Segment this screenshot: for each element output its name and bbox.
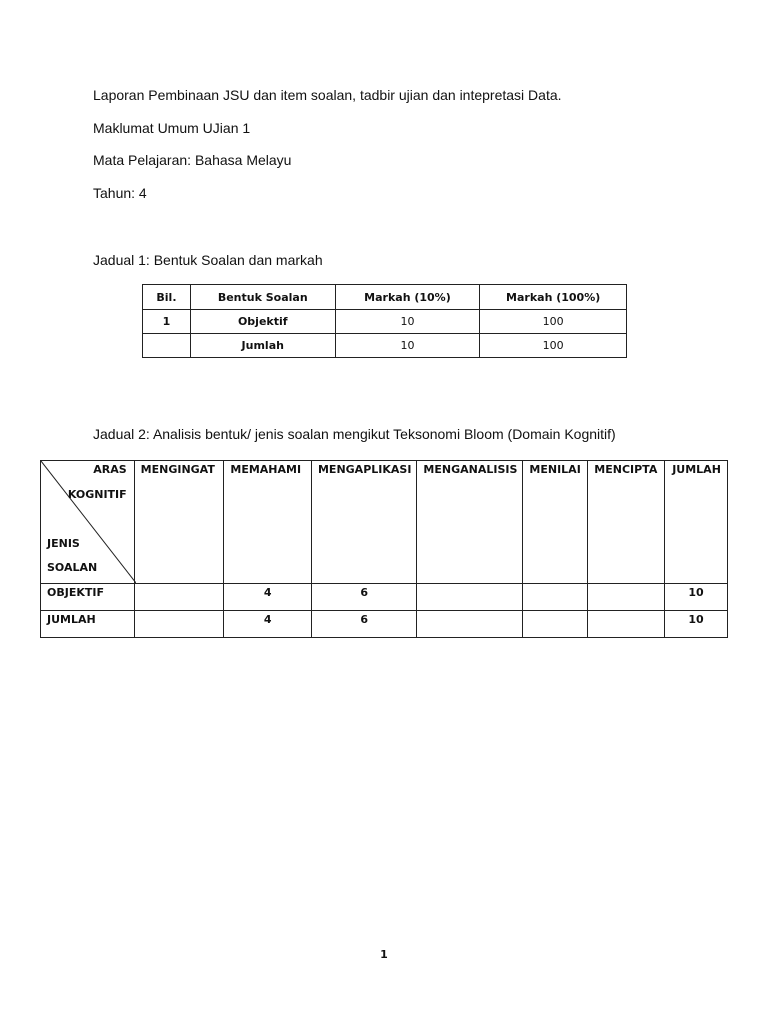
table-cell: Jumlah [190, 334, 335, 358]
table-cell: 100 [480, 334, 627, 358]
row-label-jumlah: JUMLAH [41, 611, 135, 638]
table-cell: 10 [335, 334, 480, 358]
col-header-bil: Bil. [143, 285, 191, 310]
page-number: 1 [380, 948, 388, 961]
table-cell [143, 334, 191, 358]
table-cell: 6 [311, 584, 416, 611]
col-header-mengingat: MENGINGAT [134, 461, 224, 584]
table-cell [523, 584, 588, 611]
table2-caption: Jadual 2: Analisis bentuk/ jenis soalan mengikut Teksonomi Bloom (Domain Kognitif) [93, 426, 616, 442]
table-cell [134, 584, 224, 611]
table-row [41, 611, 728, 638]
corner-label-aras: ARAS [93, 463, 127, 476]
table-cell [588, 611, 665, 638]
table-cell: 6 [311, 611, 416, 638]
table-cell: 1 [143, 310, 191, 334]
table-cell: 10 [665, 611, 728, 638]
table-row [41, 584, 728, 611]
question-marks-table [142, 284, 627, 358]
exam-info: Maklumat Umum UJian 1 [93, 120, 251, 136]
table1-caption: Jadual 1: Bentuk Soalan dan markah [93, 252, 323, 268]
col-header-bentuk-soalan: Bentuk Soalan [190, 285, 335, 310]
table-cell [417, 584, 523, 611]
col-header-menganalisis: MENGANALISIS [417, 461, 523, 584]
table-cell: 10 [665, 584, 728, 611]
subject-line: Mata Pelajaran: Bahasa Melayu [93, 152, 292, 168]
table-cell [417, 611, 523, 638]
table-header-row [143, 285, 627, 310]
col-header-memahami: MEMAHAMI [224, 461, 312, 584]
table-row [143, 334, 627, 358]
col-header-markah-100: Markah (100%) [480, 285, 627, 310]
col-header-menilai: MENILAI [523, 461, 588, 584]
col-header-mengaplikasi: MENGAPLIKASI [311, 461, 416, 584]
col-header-mencipta: MENCIPTA [588, 461, 665, 584]
col-header-markah-10: Markah (10%) [335, 285, 480, 310]
table-cell: 100 [480, 310, 627, 334]
table-row [143, 310, 627, 334]
table-cell [523, 611, 588, 638]
report-title: Laporan Pembinaan JSU dan item soalan, tadbir ujian dan intepretasi Data. [93, 87, 562, 103]
table-cell: 4 [224, 611, 312, 638]
corner-label-jenis: JENIS [47, 537, 80, 550]
bloom-taxonomy-table [40, 460, 728, 638]
col-header-jumlah: JUMLAH [665, 461, 728, 584]
corner-label-kognitif: KOGNITIF [67, 488, 127, 501]
table-header-row [41, 461, 728, 584]
table-cell: Objektif [190, 310, 335, 334]
year-line: Tahun: 4 [93, 185, 147, 201]
corner-header [41, 461, 135, 584]
corner-label-soalan: SOALAN [47, 561, 98, 574]
row-label-objektif: OBJEKTIF [41, 584, 135, 611]
table-cell [134, 611, 224, 638]
table-cell: 10 [335, 310, 480, 334]
table-cell: 4 [224, 584, 312, 611]
table-cell [588, 584, 665, 611]
